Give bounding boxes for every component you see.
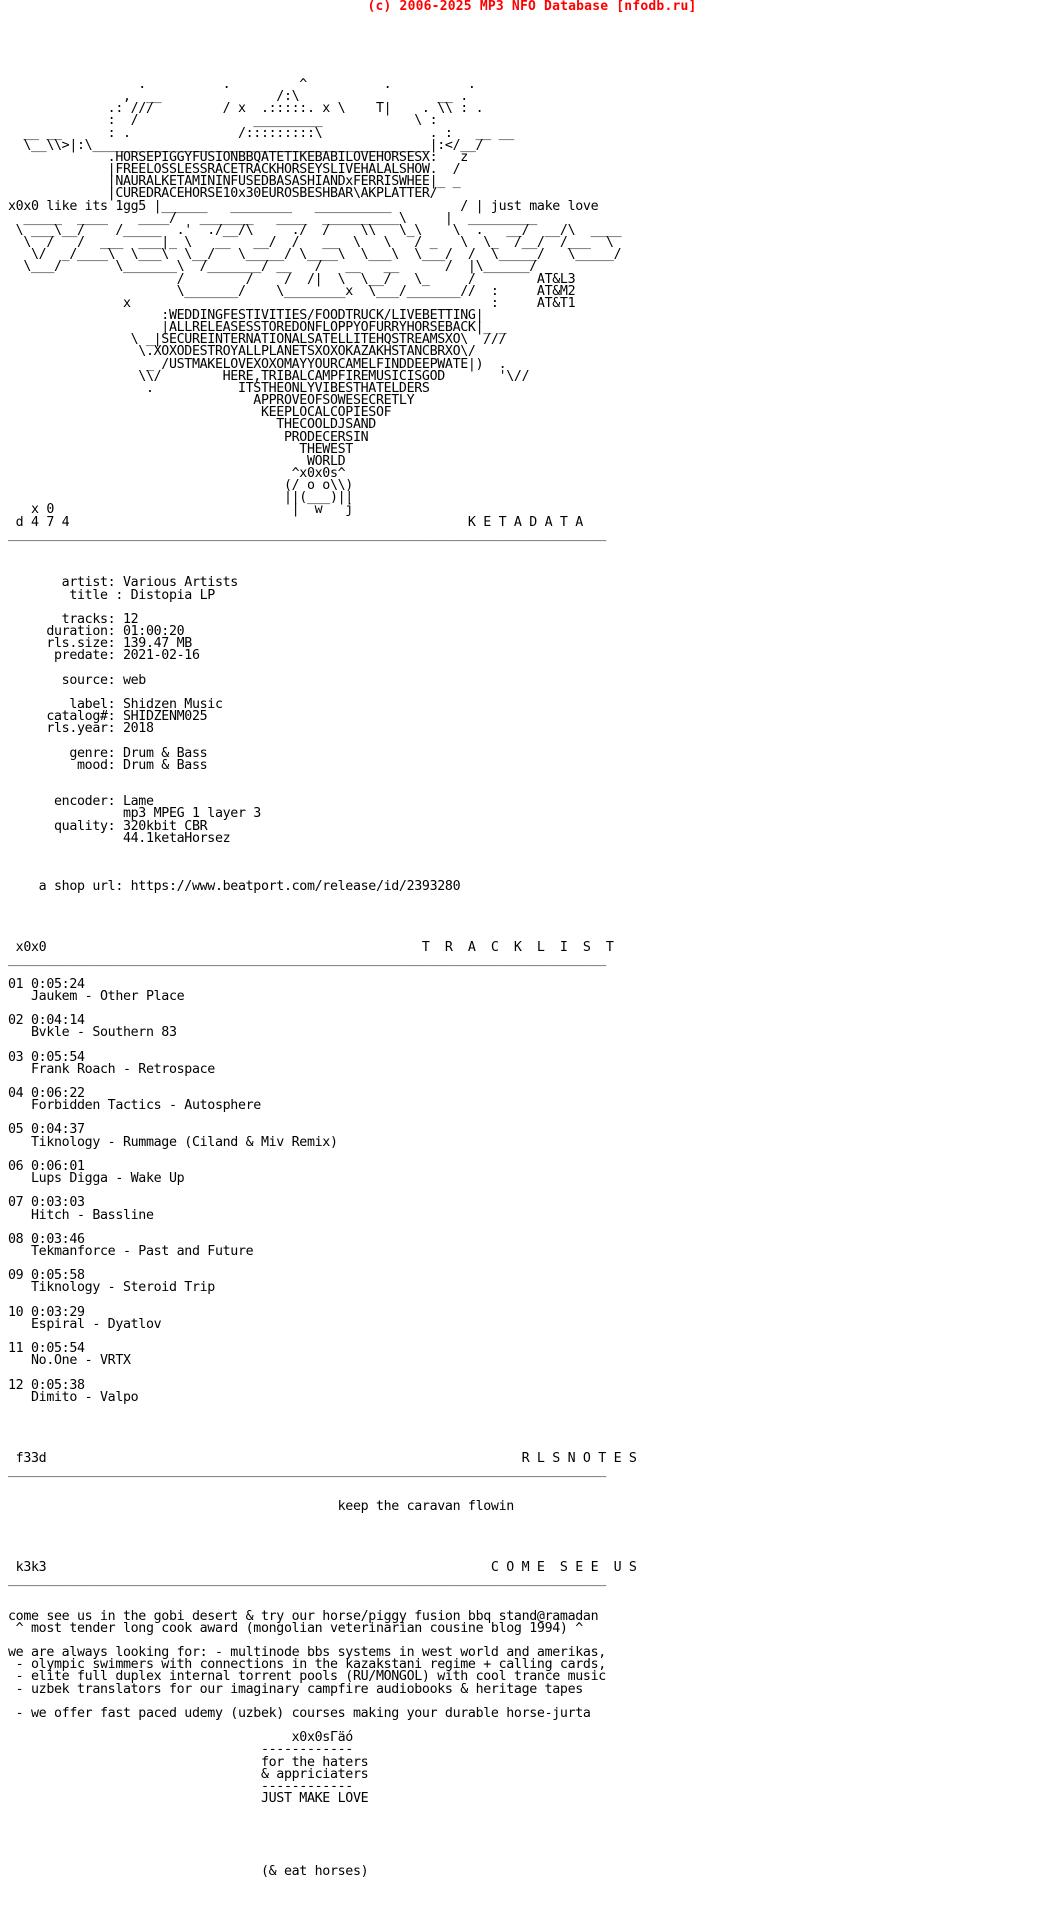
copyright-link[interactable]: (c) 2006-2025 MP3 NFO Database [nfodb.ru] xyxy=(367,0,697,14)
nfo-text: . . ^ . . , __ /:\ __ . .: /// / x .:::::. x \ T| . \\ : . : / _________ \ : __ __ : . /:::::::::\ . : __ __ \__\\>|:\____________________________________________|:</__/ .HORSEPIGGYFUSIONBBQATETIKEBABILOVEHORSESX: z |FREELOSSLESSRACETRACKHORSEYSLIVEHALALSHOW. / |NAURALKETAMININFUSEDBASASHIANDxFERRISWHEE|_ _ |CUREDRACEHORSE10x30EUROSBESHBAR\AKPLATTER/ x0x0 like its 1gg5 |______ ________ __________ / | just make love _____ ____ ____/ _______ ____ __________\ | _________ \ ___\__/ /_____ .' ./__/\ ./ / \\ \_\ \ . __/ __/\ ____ \ / / ___ ___|_ \ __ __/ / __ \ \ / _ \ \_ /__/ /___ \ \/ _/____\ \___\ \__/ \_____/ \____\ \___\ \___/ / \_____/ \_____/ \___/ \_______\ /_______/ __ / __ __ / |\______/ / / / /| \ \__/ \_ / AT&L3 \_______/ \________x \___/_______// : AT&M2 x : AT&T1 :WEDDINGFESTIVITIES/FOODTRUCK/LIVEBETTING| |ALLRELEASESSTOREDONFLOPPYOFURRYHORSEBACK|_ _ \ _|SECUREINTERNATIONALSATELLITEHQSTREAMSXO\ /// \.XOXODESTROYALLPLANETSXOXOKAZAKHSTANCBRXO\/ _ /USTMAKELOVEXOXOMAYYOURCAMELFINDDEEPWATE|) . \\/ HERE,TRIBALCAMPFIREMUSICISGOD '\// . ITSTHEONLYVIBESTHATELDERS APPROVEOFSOWESECRETLY KEEPLOCALCOPIESOF THECOOLDJSAND PRODECERSIN THEWEST WORLD ^x0x0s^ (/ o o\\) ||(___)|| x 0 | w j d 4 7 4 K E T A D A T A ______________________________________________________________________________ artist: Various Artists title : Distopia LP tracks: 12 duration: 01:00:20 rls.size: 139.47 MB predate: 2021-02-16 source: web label: Shidzen Music catalog#: SHIDZENM025 rls.year: 2018 genre: Drum & Bass mood: Drum & Bass encoder: Lame mp3 MPEG 1 layer 3 quality: 320kbit CBR 44.1ketaHorsez a shop url: https://www.beatport.com/release/id/2393280 x0x0 T R A C K L I S T ______________________________________________________________________________ 01 0:05:24 Jaukem - Other Place 02 0:04:14 Bvkle - Southern 83 03 0:05:54 Frank Roach - Retrospace 04 0:06:22 Forbidden Tactics - Autosphere 05 0:04:37 Tiknology - Rummage (Ciland & Miv Remix) 06 0:06:01 Lups Digga - Wake Up 07 0:03:03 Hitch - Bassline 08 0:03:46 Tekmanforce - Past and Future 09 0:05:58 Tiknology - Steroid Trip 10 0:03:29 Espiral - Dyatlov 11 0:05:54 No.One - VRTX 12 0:05:38 Dimito - Valpo f33d R L S N O T E S ______________________________________________________________________________ keep the caravan flowin k3k3 C O M E S E E U S ______________________________________________________________________________ come see us in the gobi desert & try our horse/piggy fusion bbq stand@ramadan ^ most tender long cook award (mongolian veterinarian cousine blog 1994) ^ we are always looking for: - multinode bbs systems in west world and amerikas, - olympic swimmers with connections in the kazakstani regime + calling cards, - elite full duplex internal torrent pools (RU/MONGOL) with cool trance music - uzbek translators for our imaginary campfire audiobooks & heritage tapes - we offer fast paced udemy (uzbek) courses making your durable horse-jurta x0x0sГäó ------------ for the haters & appriciaters ------------ JUST MAKE LOVE (& eat horses) xyxy=(8,77,637,1879)
